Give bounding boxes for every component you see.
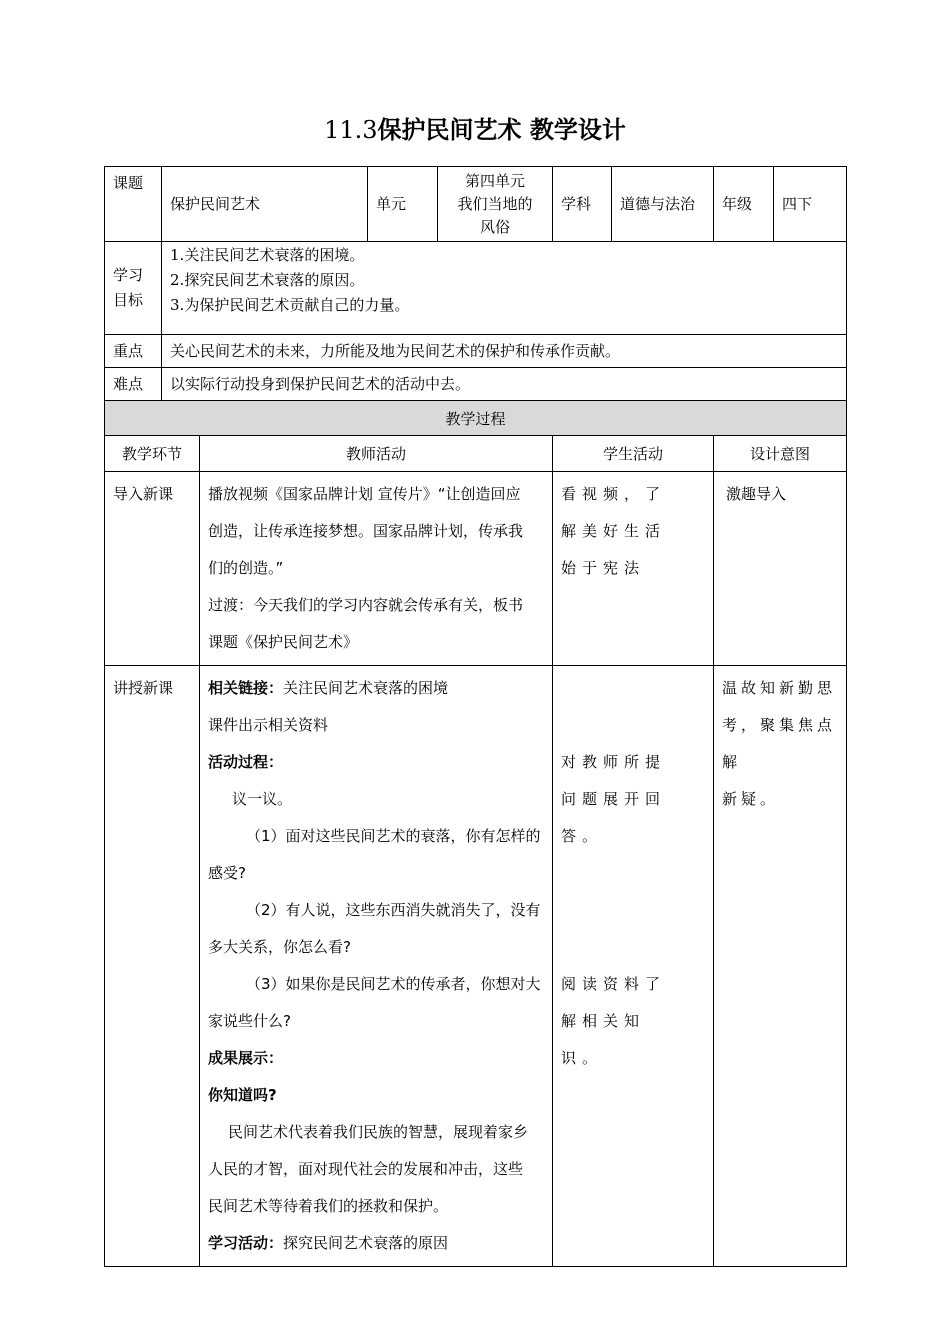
know-paragraph-line: 民间艺术代表着我们民族的智慧，展现着家乡 — [228, 1123, 529, 1141]
intro-student-activity — [553, 472, 714, 666]
lesson-plan-table — [104, 166, 846, 1267]
question-2-cont: 多大关系，你怎么看? — [208, 938, 351, 956]
student-answer-line: 答。 — [561, 827, 604, 845]
unit-label: 单元 — [368, 167, 438, 242]
result-display-line — [208, 1040, 544, 1077]
key-point-text: 关心民间艺术的未来，力所能及地为民间艺术的保护和传承作贡献。 — [162, 335, 847, 368]
intro-teacher-line: 课题《保护民间艺术》 — [208, 633, 359, 651]
know-paragraph-line: 民间艺术等待着我们的拯救和保护。 — [208, 1197, 449, 1215]
intro-teacher-line: 播放视频《国家品牌计划 宣传片》“让创造回应 — [208, 485, 521, 503]
key-point-row — [105, 335, 847, 368]
column-header-design: 设计意图 — [714, 436, 847, 472]
unit-value-line-1: 第四单元 — [465, 171, 526, 190]
intro-teacher-line: 们的创造。” — [208, 559, 284, 577]
unit-value-line-3: 风俗 — [480, 217, 511, 236]
study-activity-line — [208, 1225, 544, 1262]
page-title — [0, 110, 950, 145]
difficulty-text: 以实际行动投身到保护民间艺术的活动中去。 — [162, 368, 847, 401]
topic-label: 课题 — [105, 167, 162, 242]
lesson-student-activity — [553, 666, 714, 1267]
question-3-cont: 家说些什么? — [208, 1012, 291, 1030]
lesson-design-line: 温故知新勤思 — [722, 679, 837, 697]
process-header: 教学过程 — [105, 401, 847, 436]
question-1-line: （1）面对这些民间艺术的衰落，你有怎样的 — [246, 827, 541, 845]
do-you-know-line — [208, 1077, 544, 1114]
goal-text: 为保护民间艺术贡献自己的力量。 — [184, 296, 410, 314]
intro-student-line: 解美好生活 — [561, 522, 667, 540]
difficulty-label: 难点 — [105, 368, 162, 401]
topic-value: 保护民间艺术 — [162, 167, 368, 242]
lesson-row — [105, 666, 847, 1267]
intro-teacher-line: 创造，让传承连接梦想。国家品牌计划，传承我 — [208, 522, 524, 540]
goals-list — [162, 242, 847, 335]
discuss-line: 议一议。 — [232, 790, 293, 808]
student-spacer — [561, 670, 705, 744]
intro-row — [105, 472, 847, 666]
key-point-label: 重点 — [105, 335, 162, 368]
title-text: 保护民间艺术 教学设计 — [377, 116, 626, 144]
question-3-line: （3）如果你是民间艺术的传承者，你想对大 — [246, 975, 541, 993]
related-link-text: 关注民间艺术衰落的困境 — [283, 679, 449, 697]
column-header-student: 学生活动 — [553, 436, 714, 472]
goals-label — [105, 242, 162, 335]
lesson-stage: 讲授新课 — [105, 666, 200, 1267]
subject-value: 道德与法治 — [612, 167, 714, 242]
student-answer-line: 对教师所提 — [561, 753, 667, 771]
student-spacer — [561, 855, 705, 966]
question-2-line: （2）有人说，这些东西消失就消失了，没有 — [246, 901, 541, 919]
student-answer-line: 问题展开回 — [561, 790, 667, 808]
lesson-design — [714, 666, 847, 1267]
related-link-label: 相关链接： — [208, 679, 284, 697]
courseware-line: 课件出示相关资料 — [208, 716, 329, 734]
do-you-know-label: 你知道吗? — [208, 1086, 277, 1104]
intro-design: 激趣导入 — [714, 472, 847, 666]
info-row — [105, 167, 847, 242]
intro-teacher-activity — [200, 472, 553, 666]
unit-value-line-2: 我们当地的 — [457, 194, 533, 213]
goal-item — [170, 293, 838, 318]
subject-label: 学科 — [553, 167, 612, 242]
difficulty-row — [105, 368, 847, 401]
process-header-row — [105, 401, 847, 436]
unit-value — [438, 167, 553, 242]
goal-item — [170, 243, 838, 268]
grade-value: 四下 — [774, 167, 847, 242]
lesson-teacher-activity — [200, 666, 553, 1267]
question-1-cont: 感受? — [208, 864, 246, 882]
column-header-teacher: 教师活动 — [200, 436, 553, 472]
student-reading-line: 阅读资料了 — [561, 975, 667, 993]
study-activity-label: 学习活动： — [208, 1234, 284, 1252]
goals-row — [105, 242, 847, 335]
activity-process-line — [208, 744, 544, 781]
intro-teacher-line: 过渡：今天我们的学习内容就会传承有关，板书 — [208, 596, 524, 614]
lesson-design-line: 新疑。 — [722, 790, 780, 808]
goal-number: 3. — [170, 296, 185, 314]
goal-number: 1. — [170, 246, 185, 264]
student-reading-line: 识。 — [561, 1049, 604, 1067]
study-activity-text: 探究民间艺术衰落的原因 — [283, 1234, 449, 1252]
goal-number: 2. — [170, 271, 185, 289]
goals-label-line-1: 学习 — [113, 266, 144, 284]
result-display-label: 成果展示： — [208, 1049, 284, 1067]
know-paragraph-line: 人民的才智，面对现代社会的发展和冲击，这些 — [208, 1160, 524, 1178]
title-number: 11.3 — [324, 116, 378, 144]
intro-student-line: 看视频，了 — [561, 485, 667, 503]
lesson-design-line: 考，聚集焦点解 — [722, 716, 837, 771]
related-link-line — [208, 670, 544, 707]
column-header-row — [105, 436, 847, 472]
student-reading-line: 解相关知 — [561, 1012, 646, 1030]
grade-label: 年级 — [714, 167, 774, 242]
intro-stage: 导入新课 — [105, 472, 200, 666]
intro-student-line: 始于宪法 — [561, 559, 646, 577]
column-header-stage: 教学环节 — [105, 436, 200, 472]
goal-item — [170, 268, 838, 293]
activity-process-label: 活动过程： — [208, 753, 284, 771]
goals-label-line-2: 目标 — [113, 291, 144, 309]
goal-text: 探究民间艺术衰落的原因。 — [184, 271, 365, 289]
goal-text: 关注民间艺术衰落的困境。 — [184, 246, 365, 264]
